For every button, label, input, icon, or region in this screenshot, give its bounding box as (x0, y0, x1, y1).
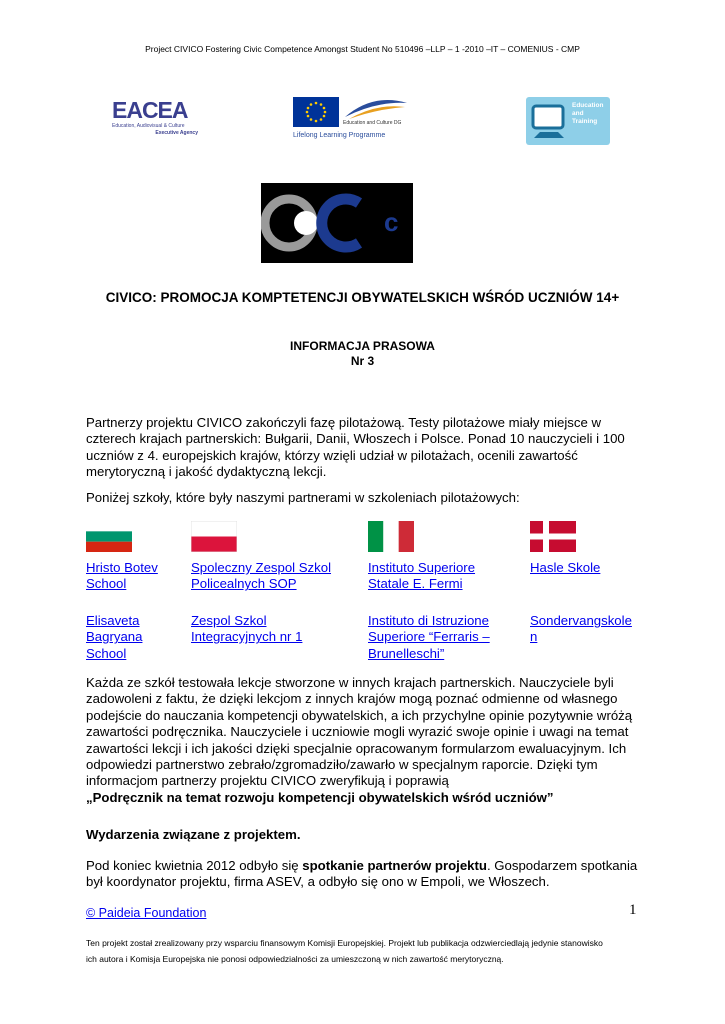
school-link-line[interactable]: Bagryana (86, 629, 143, 645)
intro-paragraph: Partnerzy projektu CIVICO zakończyli fazę pilotażową. Testy pilotażowe miały miejsce w czterech krajach partnerskich: Bułgarii, Danii, Włoszech i Polsce. Ponad 10 nauczycieli i 100 uczniów z 4. europejskich krajów, którzy wzięli udział w pilotażach, ocenili zawartość merytoryczną i jakość dydaktyczną lekcji. (86, 415, 625, 480)
events-text-pre: Pod koniec kwietnia 2012 odbyło się (86, 858, 303, 873)
school-link-zespol[interactable] (191, 613, 302, 646)
llp-dg-label: Education and Culture DG (343, 120, 402, 126)
et-line-2: and (572, 110, 584, 117)
flag-stripe (368, 521, 383, 552)
footer-disclaimer-line-2: ich autora i Komisja Europejska nie ponosi odpowiedzialności za umieszczoną w nich zawartość merytoryczną. (86, 954, 504, 964)
footer-disclaimer-line-1: Ten projekt został zrealizowany przy wsparciu finansowym Komisji Europejskiej. Projekt lub publikacja odzwierciedlają jedynie stanowisko (86, 938, 603, 948)
monitor-icon (530, 102, 572, 142)
bulgaria-flag-icon (86, 521, 132, 552)
school-link-line[interactable]: Statale E. Fermi (368, 576, 463, 592)
school-link-hasle[interactable] (530, 560, 600, 576)
page-number: 1 (629, 902, 637, 918)
events-text-bold: spotkanie partnerów projektu (302, 858, 487, 873)
flag-stripe (191, 521, 237, 537)
education-training-logo (526, 97, 610, 145)
header-project-line: Project CIVICO Fostering Civic Competence Amongst Student No 510496 –LLP – 1 -2010 –IT – COMENIUS - CMP (145, 44, 580, 54)
flag-cross-horizontal (530, 534, 576, 540)
school-link-line[interactable]: Hasle Skole (530, 560, 601, 575)
civico-circles-icon (261, 183, 381, 263)
footer-disclaimer (86, 935, 646, 967)
school-link-sondervang[interactable] (530, 613, 632, 646)
eacea-caption-2: Executive Agency (155, 130, 198, 136)
school-link-line[interactable]: Spoleczny Zespol Szkol (191, 560, 332, 575)
swoosh-icon (343, 97, 409, 121)
civico-logo (261, 183, 413, 263)
school-link-line[interactable]: Policealnych SOP (191, 576, 297, 592)
school-link-line[interactable]: Superiore “Ferraris – (368, 629, 490, 645)
eacea-logo (112, 97, 198, 149)
eu-flag-icon (293, 97, 339, 127)
events-paragraph (86, 858, 646, 891)
flag-stripe (399, 521, 414, 552)
flag-stripe (86, 542, 132, 552)
eacea-caption-1: Education, Audiovisual & Culture (112, 123, 185, 129)
paideia-foundation-link[interactable]: © Paideia Foundation (86, 906, 207, 920)
press-release-label: INFORMACJA PRASOWA (290, 339, 435, 353)
school-link-fermi[interactable] (368, 560, 475, 593)
page-title: CIVICO: PROMOCJA KOMPTETENCJI OBYWATELSKICH WŚRÓD UCZNIÓW 14+ (105, 290, 620, 305)
school-link-line[interactable]: Hristo Botev (86, 560, 158, 575)
eacea-mark: EACEA (112, 97, 188, 123)
school-link-ferraris[interactable] (368, 613, 490, 662)
school-link-line[interactable]: School (86, 576, 127, 592)
press-release-number: Nr 3 (350, 354, 375, 368)
events-heading: Wydarzenia związane z projektem. (86, 827, 301, 842)
school-link-line[interactable]: Zespol Szkol (191, 613, 267, 628)
flag-stripe (86, 521, 132, 531)
press-release-heading (0, 339, 725, 369)
school-link-line[interactable]: Elisaveta (86, 613, 140, 628)
body-text: Każda ze szkół testowała lekcje stworzone w innych krajach partnerskich. Nauczyciele byli zadowoleni z faktu, że dzięki lekcjom z innych krajów mogą poznać odmienne od własnego podejście do nauczania kompetencji obywatelskich, a ich przychylne opinie pozytywnie wróżą zawartości podręcznika. Nauczyciele i uczniowie mogli wyrazić swoje opinie i uwagi na temat zawartości lekcji i ich jakości dzięki specjalnie opracowanym formularzom ewaluacyjnym. Ich odpowiedzi partnerstwo zebrało/zgromadziło/zawarło w specjalnym raporcie. Dzięki tym informacjom partnerzy projektu CIVICO zweryfikują i poprawią (86, 675, 633, 789)
poland-flag-icon (191, 521, 237, 552)
llp-programme-label: Lifelong Learning Programme (293, 132, 386, 139)
school-link-line[interactable]: Brunelleschi” (368, 645, 445, 661)
civico-letter: c (384, 207, 399, 237)
flag-stripe (383, 521, 398, 552)
school-link-line[interactable]: School (86, 645, 127, 661)
school-link-line[interactable]: Integracyjnych nr 1 (191, 629, 303, 645)
denmark-flag-icon (530, 521, 576, 552)
school-link-line[interactable]: Instituto di Istruzione (368, 613, 489, 628)
school-link-line[interactable]: Sondervangskole (530, 613, 632, 628)
school-link-spoleczny[interactable] (191, 560, 331, 593)
body-paragraph (86, 675, 646, 806)
school-link-hristo-botev[interactable] (86, 560, 158, 593)
et-line-3: Training (572, 118, 598, 125)
et-line-1: Education (572, 102, 604, 109)
flag-stripe (191, 537, 237, 553)
schools-intro: Poniżej szkoły, które były naszymi partnerami w szkoleniach pilotażowych: (86, 490, 520, 505)
flag-stripe (86, 531, 132, 541)
llp-logo (293, 97, 413, 147)
school-link-elisaveta[interactable] (86, 613, 142, 662)
school-link-line[interactable]: Instituto Superiore (368, 560, 476, 575)
school-link-line[interactable]: n (530, 629, 538, 645)
events-text-post: . Gospodarzem spotkania był koordynator projektu, firma ASEV, a odbyło się ono w Empoli, we Włoszech. (86, 858, 638, 890)
italy-flag-icon (368, 521, 414, 552)
handbook-title: „Podręcznik na temat rozwoju kompetencji obywatelskich wśród uczniów” (86, 789, 554, 805)
